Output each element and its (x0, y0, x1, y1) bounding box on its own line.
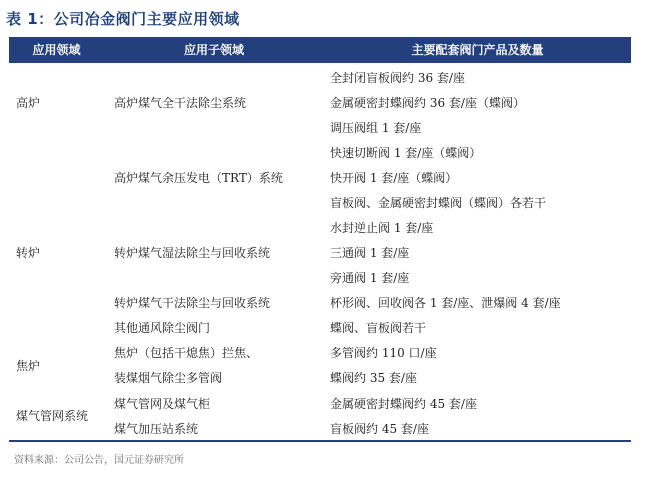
product-row: 盲板阀约 45 套/座 (330, 422, 429, 436)
subdomain-row: 装煤烟气除尘多管阀 (114, 371, 223, 385)
product-row: 调压阀组 1 套/座 (330, 121, 422, 135)
subdomain-row: 焦炉（包括干熄焦）拦焦、 (114, 346, 259, 360)
subdomain-row: 煤气加压站系统 (114, 422, 199, 436)
subdomain-row: 煤气管网及煤气柜 (114, 397, 211, 411)
product-row: 水封逆止阀 1 套/座 (330, 221, 434, 235)
subdomain-row: 转炉煤气湿法除尘与回收系统 (114, 246, 271, 260)
table-title: 表 1：公司冶金阀门主要应用领域 (6, 10, 240, 28)
table-bottom-rule (9, 440, 631, 442)
header-products: 主要配套阀门产品及数量 (411, 43, 544, 57)
subdomain-row: 高炉煤气全干法除尘系统 (114, 96, 247, 110)
domain-blast-furnace: 高炉 (16, 96, 41, 110)
product-row: 杯形阀、回收阀各 1 套/座、泄爆阀 4 套/座 (330, 296, 561, 310)
subdomain-row: 其他通风除尘阀门 (114, 321, 211, 335)
header-domain: 应用领域 (32, 43, 81, 57)
subdomain-row: 高炉煤气余压发电（TRT）系统 (114, 171, 283, 185)
header-subdomain: 应用子领域 (183, 43, 244, 57)
product-row: 三通阀 1 套/座 (330, 246, 410, 260)
domain-gas-network: 煤气管网系统 (16, 409, 89, 423)
product-row: 多管阀约 110 口/座 (330, 346, 437, 360)
product-row: 蝶阀、盲板阀若干 (330, 321, 427, 335)
product-row: 全封闭盲板阀约 36 套/座 (330, 71, 465, 85)
product-row: 旁通阀 1 套/座 (330, 271, 410, 285)
product-row: 金属硬密封蝶阀约 36 套/座（蝶阀） (330, 96, 525, 110)
product-row: 盲板阀、金属硬密封蝶阀（蝶阀）各若干 (330, 196, 547, 210)
domain-converter: 转炉 (16, 246, 41, 260)
product-row: 快速切断阀 1 套/座（蝶阀） (330, 146, 482, 160)
source-note: 资料来源：公司公告，国元证券研究所 (14, 455, 184, 466)
subdomain-row: 转炉煤气干法除尘与回收系统 (114, 296, 271, 310)
product-row: 快开阀 1 套/座（蝶阀） (330, 171, 458, 185)
domain-coke-oven: 焦炉 (16, 359, 41, 373)
product-row: 金属硬密封蝶阀约 45 套/座 (330, 397, 477, 411)
product-row: 蝶阀约 35 套/座 (330, 371, 417, 385)
table-header (9, 37, 631, 63)
